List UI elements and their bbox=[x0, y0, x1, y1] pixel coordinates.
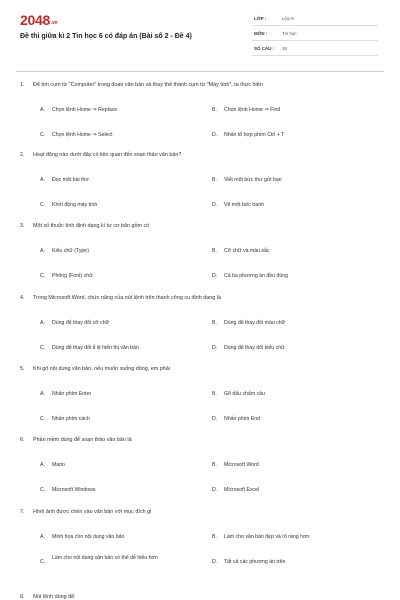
option-text: Làm cho nội dung văn bản có thể dễ hiểu hơn bbox=[52, 555, 158, 561]
option-letter: C. bbox=[40, 559, 46, 565]
exam-title: Đề thi giữa kì 2 Tin học 6 có đáp án (Bài số 2 - Đề 4) bbox=[20, 33, 192, 40]
question-stem bbox=[20, 435, 382, 446]
option-text: Chọn lệnh Home ⇒ Find bbox=[224, 107, 281, 113]
question-1 bbox=[20, 80, 382, 139]
question-stem bbox=[20, 507, 382, 518]
meta-subject-value: Tin học bbox=[282, 31, 297, 36]
option-letter: B. bbox=[212, 107, 217, 113]
question-number: 6. bbox=[20, 437, 25, 443]
option-text: Mario bbox=[52, 462, 65, 468]
option-letter: D. bbox=[212, 559, 218, 565]
option-text: Phông (Font) chữ bbox=[52, 273, 93, 279]
question-number: 2. bbox=[20, 152, 25, 158]
option-letter: C. bbox=[40, 487, 46, 493]
meta-subject bbox=[252, 27, 378, 41]
option-text: Cả ba phương án đều đúng bbox=[224, 273, 288, 279]
question-text: Khi gõ nội dung văn bản, nếu muốn xuống dòng, em phải bbox=[33, 366, 170, 372]
document-header bbox=[0, 0, 400, 62]
option-letter: D. bbox=[212, 273, 218, 279]
question-5 bbox=[20, 364, 382, 423]
option-text: Minh họa cho nội dung văn bản bbox=[52, 534, 125, 540]
option-text: Làm cho văn bản đẹp và rõ ràng hơn bbox=[224, 534, 310, 540]
option-letter: C. bbox=[40, 416, 46, 422]
question-number: 8. bbox=[20, 594, 25, 600]
question-text: Hình ảnh được chèn vào văn bản với mục đích gì bbox=[33, 509, 152, 515]
meta-subject-label: MÔN : bbox=[254, 31, 268, 36]
options bbox=[20, 161, 382, 209]
site-logo[interactable] bbox=[20, 12, 57, 28]
question-text: Trong Microsoft Word, chức năng của nút lệnh trên thanh công cụ định dạng là bbox=[33, 295, 221, 301]
option-text: Nhấn phím Enter bbox=[52, 391, 92, 397]
meta-class-value: Lớp 6 bbox=[282, 16, 294, 21]
option-letter: A. bbox=[40, 462, 45, 468]
question-3 bbox=[20, 221, 382, 280]
meta-count-label: SỐ CÂU : bbox=[254, 46, 275, 51]
option-text: Chọn lệnh Home ⇒ Replace bbox=[52, 107, 118, 113]
option-letter: A. bbox=[40, 107, 45, 113]
header-divider bbox=[16, 71, 384, 72]
question-text: Hoạt động nào dưới đây có liên quan đến soạn thảo văn bản? bbox=[33, 152, 182, 158]
meta-class bbox=[252, 12, 378, 26]
question-text: Phần mềm dùng để soạn thảo văn bản là bbox=[33, 437, 132, 443]
option-text: Chọn lệnh Home ⇒ Select bbox=[52, 132, 113, 138]
logo-text: 2048 bbox=[20, 12, 50, 28]
option-letter: D. bbox=[212, 202, 218, 208]
options bbox=[20, 232, 382, 280]
option-text: Nhấn tổ hợp phím Ctrl + T bbox=[224, 132, 285, 138]
option-text: Microsoft Excel bbox=[224, 487, 260, 493]
option-letter: C. bbox=[40, 345, 46, 351]
option-letter: D. bbox=[212, 132, 218, 138]
question-number: 4. bbox=[20, 295, 25, 301]
option-text: Khởi động máy tính bbox=[52, 202, 98, 208]
question-4 bbox=[20, 293, 382, 352]
question-stem bbox=[20, 364, 382, 375]
logo-domain: .vn bbox=[50, 20, 58, 26]
option-letter: B. bbox=[212, 391, 217, 397]
option-text: Viết một bức thư gửi bạn bbox=[224, 177, 282, 183]
option-letter: B. bbox=[212, 462, 217, 468]
question-text: Để tìm cụm từ "Computer" trong đoạn văn bản và thay thế thành cụm từ "Máy tính", ta thực hiện bbox=[33, 82, 263, 88]
meta-count bbox=[252, 42, 378, 56]
option-letter: A. bbox=[40, 177, 45, 183]
question-stem bbox=[20, 80, 382, 91]
option-text: Gõ dấu chấm câu bbox=[224, 391, 265, 397]
options bbox=[20, 446, 382, 494]
option-text: Dùng để thay đổi kiểu chữ bbox=[224, 345, 285, 351]
question-number: 7. bbox=[20, 509, 25, 515]
option-text: Kiểu chữ (Type) bbox=[52, 248, 89, 254]
question-number: 1. bbox=[20, 82, 25, 88]
option-text: Dùng để thay đổi tỉ lệ hiển thị văn bản bbox=[52, 345, 139, 351]
meta-count-value: 15 bbox=[282, 46, 288, 51]
question-text: Nút lệnh dùng để: bbox=[33, 594, 76, 600]
options bbox=[20, 304, 382, 352]
options bbox=[20, 375, 382, 423]
option-letter: C. bbox=[40, 132, 46, 138]
option-text: Nhấn phím cách bbox=[52, 416, 90, 422]
option-letter: A. bbox=[40, 320, 45, 326]
option-text: Microsoft Word bbox=[224, 462, 259, 468]
question-stem bbox=[20, 221, 382, 232]
question-stem bbox=[20, 293, 382, 304]
option-letter: C. bbox=[40, 273, 46, 279]
option-letter: D. bbox=[212, 487, 218, 493]
option-text: Cỡ chữ và màu sắc bbox=[224, 248, 270, 254]
option-letter: B. bbox=[212, 320, 217, 326]
option-text: Microsoft Windows bbox=[52, 487, 96, 493]
option-text: Vẽ một bức tranh bbox=[224, 202, 265, 208]
question-text: Một số thuộc tính định dạng kí tự cơ bản gồm có bbox=[33, 223, 150, 229]
meta-class-label: LỚP : bbox=[254, 16, 267, 21]
question-number: 3. bbox=[20, 223, 25, 229]
option-text: Đọc một bài thơ bbox=[52, 177, 89, 183]
option-letter: D. bbox=[212, 345, 218, 351]
question-6 bbox=[20, 435, 382, 494]
question-2 bbox=[20, 150, 382, 209]
option-letter: A. bbox=[40, 534, 45, 540]
option-text: Nhấn phím End bbox=[224, 416, 261, 422]
option-letter: B. bbox=[212, 534, 217, 540]
option-text: Dùng để thay đổi cỡ chữ bbox=[52, 320, 110, 326]
option-letter: D. bbox=[212, 416, 218, 422]
options bbox=[20, 91, 382, 139]
question-7 bbox=[20, 507, 382, 566]
option-letter: B. bbox=[212, 177, 217, 183]
option-text: Dùng để thay đổi màu chữ bbox=[224, 320, 286, 326]
option-letter: A. bbox=[40, 248, 45, 254]
option-letter: B. bbox=[212, 248, 217, 254]
question-number: 5. bbox=[20, 366, 25, 372]
option-text: Tất cả các phương án trên bbox=[224, 559, 286, 565]
options bbox=[20, 518, 382, 566]
question-stem bbox=[20, 150, 382, 161]
option-letter: A. bbox=[40, 391, 45, 397]
option-letter: C. bbox=[40, 202, 46, 208]
